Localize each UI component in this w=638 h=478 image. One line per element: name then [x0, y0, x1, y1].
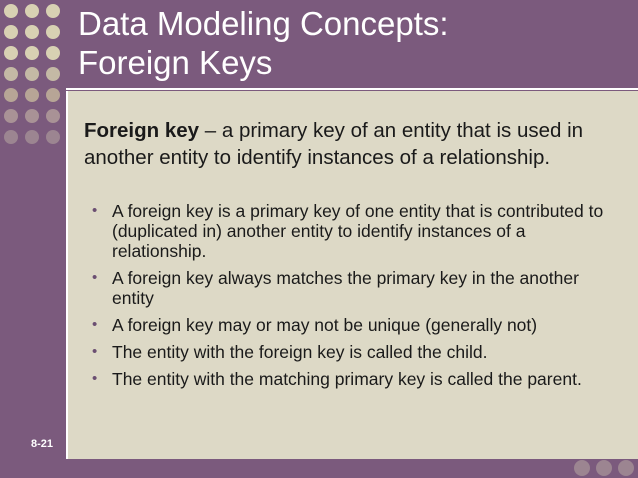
decorative-dot	[596, 460, 612, 476]
decorative-dot	[25, 88, 39, 102]
bullet-text: A foreign key always matches the primary key in the another entity	[112, 268, 579, 308]
decorative-dot-grid	[0, 0, 66, 478]
decorative-dot	[4, 109, 18, 123]
decorative-dot	[4, 67, 18, 81]
decorative-dot	[46, 46, 60, 60]
decorative-dot	[574, 460, 590, 476]
decorative-dot	[46, 67, 60, 81]
bullet-item	[88, 201, 618, 261]
panel-left-border	[66, 91, 68, 459]
bullet-item	[88, 268, 618, 308]
bullet-text: The entity with the foreign key is called the child.	[112, 342, 488, 362]
bullet-text: The entity with the matching primary key is called the parent.	[112, 369, 582, 389]
decorative-dot	[4, 88, 18, 102]
decorative-dot	[25, 46, 39, 60]
slide-number: 8-21	[31, 438, 54, 450]
slide-title-line1: Data Modeling Concepts:	[78, 5, 449, 42]
slide-title-line2: Foreign Keys	[78, 44, 273, 81]
bullet-item	[88, 342, 618, 362]
decorative-dot	[46, 25, 60, 39]
decorative-dot	[46, 130, 60, 144]
decorative-dot	[25, 109, 39, 123]
bullet-icon: •	[92, 202, 98, 219]
decorative-dot	[4, 130, 18, 144]
decorative-dot	[618, 460, 634, 476]
decorative-dot	[25, 4, 39, 18]
decorative-dot	[25, 25, 39, 39]
bullet-text: A foreign key is a primary key of one entity that is contributed to (duplicated in) another entity to identify instances of a relationship.	[112, 201, 604, 261]
bullet-icon: •	[92, 316, 98, 333]
slide-title	[78, 4, 618, 82]
decorative-dot	[25, 67, 39, 81]
bullet-icon: •	[92, 370, 98, 387]
definition-text: – a primary key of an entity that is used in another entity to identify instances of a relationship.	[84, 119, 584, 169]
decorative-dot	[46, 4, 60, 18]
decorative-dot	[25, 130, 39, 144]
definition-term: Foreign key	[84, 119, 200, 142]
bullet-list	[88, 201, 618, 396]
decorative-dot	[4, 25, 18, 39]
definition-paragraph	[84, 117, 614, 171]
bullet-icon: •	[92, 269, 98, 286]
decorative-dot	[46, 109, 60, 123]
bullet-item	[88, 369, 618, 389]
decorative-dot	[46, 88, 60, 102]
decorative-dot	[4, 4, 18, 18]
bullet-item	[88, 315, 618, 335]
decorative-dot	[4, 46, 18, 60]
bullet-icon: •	[92, 343, 98, 360]
bullet-text: A foreign key may or may not be unique (generally not)	[112, 315, 538, 335]
title-divider	[66, 88, 638, 90]
